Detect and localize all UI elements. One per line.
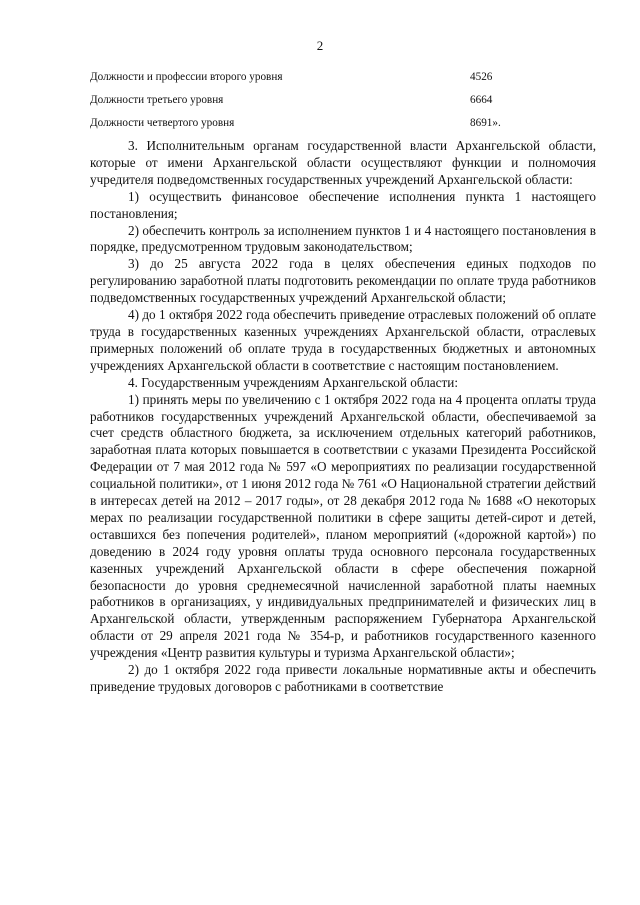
paragraph-subitem-3-2: 2) обеспечить контроль за исполнением пунктов 1 и 4 настоящего постановления в порядке, предусмотренном трудовым законодательством; [90, 222, 596, 255]
salary-value: 6664 [470, 94, 493, 106]
salary-value: 8691». [470, 117, 501, 129]
position-group-name: Должности третьего уровня [90, 94, 224, 106]
salary-row [90, 69, 520, 85]
paragraph-subitem-3-4: 4) до 1 октября 2022 года обеспечить приведение отраслевых положений об оплате труда в государственных казенных учреждениях Архангельской области, отраслевых примерных положений об оплате труда в государственных бюджетных и автономных учреждениях Архангельской области в соответствие с настоящим постановлением. [90, 307, 596, 373]
paragraph-subitem-4-2: 2) до 1 октября 2022 года привести локальные нормативные акты и обеспечить приведение трудовых договоров с работниками в соответствие [90, 662, 596, 694]
paragraph-item-4: 4. Государственным учреждениям Архангельской области: [128, 374, 458, 390]
salary-row [90, 92, 520, 108]
position-group-name: Должности четвертого уровня [90, 117, 235, 129]
page-number: 2 [316, 38, 324, 53]
paragraph-item-3: 3. Исполнительным органам государственной власти Архангельской области, которые от имени Архангельской области осуществляют функции и полномочия учредителя подведомственных государственных учреждений Архангельской области: [90, 138, 596, 187]
salary-value: 4526 [470, 71, 493, 83]
document-body [90, 138, 596, 696]
position-group-name: Должности и профессии второго уровня [90, 71, 283, 83]
paragraph-subitem-3-3: 3) до 25 августа 2022 года в целях обеспечения единых подходов по регулированию заработной платы подготовить рекомендации по оплате труда работников подведомственных государственных учреждений Архангельской области; [90, 256, 596, 306]
salary-row [90, 115, 520, 131]
paragraph-subitem-3-1: 1) осуществить финансовое обеспечение исполнения пункта 1 настоящего постановления; [90, 188, 596, 221]
paragraph-subitem-4-1: 1) принять меры по увеличению с 1 октября 2022 года на 4 процента оплаты труда работников государственных учреждений Архангельской области, обеспечиваемой за счет средств областного бюджета, за исключением отдельных категорий работников, заработная плата которых повышается в соответствии с указами Президента Российской Федерации от 7 мая 2012 года № 597 «О мероприятиях по реализации государственной социальной политики», от 1 июня 2012 года № 761 «О Национальной стратегии действий в интересах детей на 2012 – 2017 годы», от 28 декабря 2012 года № 1688 «О некоторых мерах по реализации государственной политики в сфере защиты детей-сирот и детей, оставшихся без попечения родителей», планом мероприятий («дорожной картой») по доведению в 2024 году уровня оплаты труда основного персонала государственных казенных учреждений Архангельской области в сфере обеспечения пожарной безопасности до уровня среднемесячной начисленной заработной платы наемных работников в организациях, у индивидуальных предпринимателей и физических лиц в Архангельской области, утвержденным распоряжением Губернатора Архангельской области от 29 апреля 2021 года № 354-р, и работников государственного казенного учреждения «Центр развития культуры и туризма Архангельской области»; [90, 391, 596, 661]
